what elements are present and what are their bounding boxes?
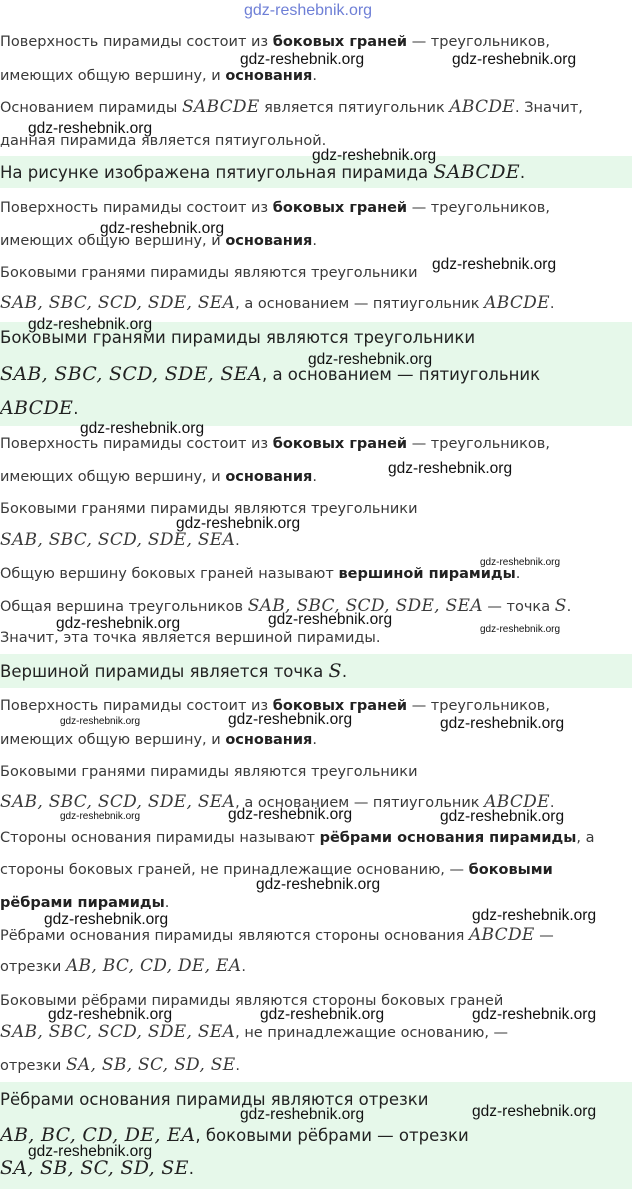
paragraph: отрезки AB, BC, CD, DE, EA. [0,956,246,976]
answer-text: AB, BC, CD, DE, EA, боковыми рёбрами — отрезки [0,1124,469,1146]
watermark: gdz-reshebnik.org [28,120,153,137]
paragraph: рёбрами пирамиды. [0,895,170,911]
watermark: gdz-reshebnik.org [256,876,381,893]
watermark: gdz-reshebnik.org [480,624,561,635]
paragraph: данная пирамида является пятиугольной. [0,133,327,149]
paragraph: имеющих общую вершину, и основания. [0,732,317,748]
paragraph: отрезки SA, SB, SC, SD, SE. [0,1055,241,1075]
watermark: gdz-reshebnik.org [244,2,373,19]
paragraph: Общую вершину боковых граней называют вершиной пирамиды. [0,566,521,582]
watermark: gdz-reshebnik.org [28,316,153,333]
answer-text: SA, SB, SC, SD, SE. [0,1157,195,1179]
watermark: gdz-reshebnik.org [308,351,433,368]
watermark: gdz-reshebnik.org [240,51,365,68]
paragraph: имеющих общую вершину, и основания. [0,469,317,485]
watermark: gdz-reshebnik.org [60,716,141,727]
watermark: gdz-reshebnik.org [80,420,205,437]
paragraph: Поверхность пирамиды состоит из боковых граней — треугольников, [0,200,550,216]
paragraph: Основанием пирамиды SABCDE является пятиугольник ABCDE. Значит, [0,97,583,117]
watermark: gdz-reshebnik.org [228,711,353,728]
watermark: gdz-reshebnik.org [268,611,393,628]
paragraph: Рёбрами основания пирамиды являются стороны основания ABCDE — [0,925,554,945]
watermark: gdz-reshebnik.org [260,1006,385,1023]
watermark: gdz-reshebnik.org [240,1106,365,1123]
paragraph: Поверхность пирамиды состоит из боковых граней — треугольников, [0,34,550,50]
paragraph: имеющих общую вершину, и основания. [0,233,317,249]
answer-text: На рисунке изображена пятиугольная пирамида SABCDE. [0,161,526,183]
watermark: gdz-reshebnik.org [44,911,169,928]
paragraph: Стороны основания пирамиды называют рёбрами основания пирамиды, а [0,830,595,846]
answer-text: Вершиной пирамиды является точка S. [0,660,348,682]
watermark: gdz-reshebnik.org [432,256,557,273]
answer-text: Рёбрами основания пирамиды являются отрезки [0,1090,429,1109]
answer-text: ABCDE. [0,397,79,419]
paragraph: SAB, SBC, SCD, SDE, SEA. [0,530,240,550]
watermark: gdz-reshebnik.org [472,907,597,924]
watermark: gdz-reshebnik.org [100,220,225,237]
paragraph: SAB, SBC, SCD, SDE, SEA, а основанием — пятиугольник ABCDE. [0,293,555,313]
watermark: gdz-reshebnik.org [472,1006,597,1023]
answer-text: SAB, SBC, SCD, SDE, SEA, а основанием — пятиугольник [0,363,541,385]
paragraph: SAB, SBC, SCD, SDE, SEA, не принадлежащие основанию, — [0,1022,509,1042]
watermark: gdz-reshebnik.org [48,1006,173,1023]
watermark: gdz-reshebnik.org [28,1143,153,1160]
paragraph: Боковыми рёбрами пирамиды являются стороны боковых граней [0,993,504,1009]
paragraph: Боковыми гранями пирамиды являются треугольники [0,501,418,517]
watermark: gdz-reshebnik.org [388,460,513,477]
watermark: gdz-reshebnik.org [176,515,301,532]
paragraph: Боковыми гранями пирамиды являются треугольники [0,764,418,780]
watermark: gdz-reshebnik.org [228,806,353,823]
answer-text: Боковыми гранями пирамиды являются треугольники [0,328,476,347]
paragraph: Общая вершина треугольников SAB, SBC, SCD, SDE, SEA — точка S. [0,596,572,616]
watermark: gdz-reshebnik.org [440,715,565,732]
paragraph: Боковыми гранями пирамиды являются треугольники [0,265,418,281]
watermark: gdz-reshebnik.org [452,51,577,68]
watermark: gdz-reshebnik.org [472,1103,597,1120]
paragraph: Поверхность пирамиды состоит из боковых граней — треугольников, [0,698,550,714]
watermark: gdz-reshebnik.org [480,557,561,568]
paragraph: имеющих общую вершину, и основания. [0,68,317,84]
watermark: gdz-reshebnik.org [60,811,141,822]
paragraph: SAB, SBC, SCD, SDE, SEA, а основанием — пятиугольник ABCDE. [0,792,555,812]
paragraph: Поверхность пирамиды состоит из боковых граней — треугольников, [0,436,550,452]
watermark: gdz-reshebnik.org [56,615,181,632]
paragraph: стороны боковых граней, не принадлежащие основанию, — боковыми [0,862,553,878]
watermark: gdz-reshebnik.org [312,147,437,164]
watermark: gdz-reshebnik.org [440,808,565,825]
paragraph: Значит, эта точка является вершиной пирамиды. [0,630,381,646]
